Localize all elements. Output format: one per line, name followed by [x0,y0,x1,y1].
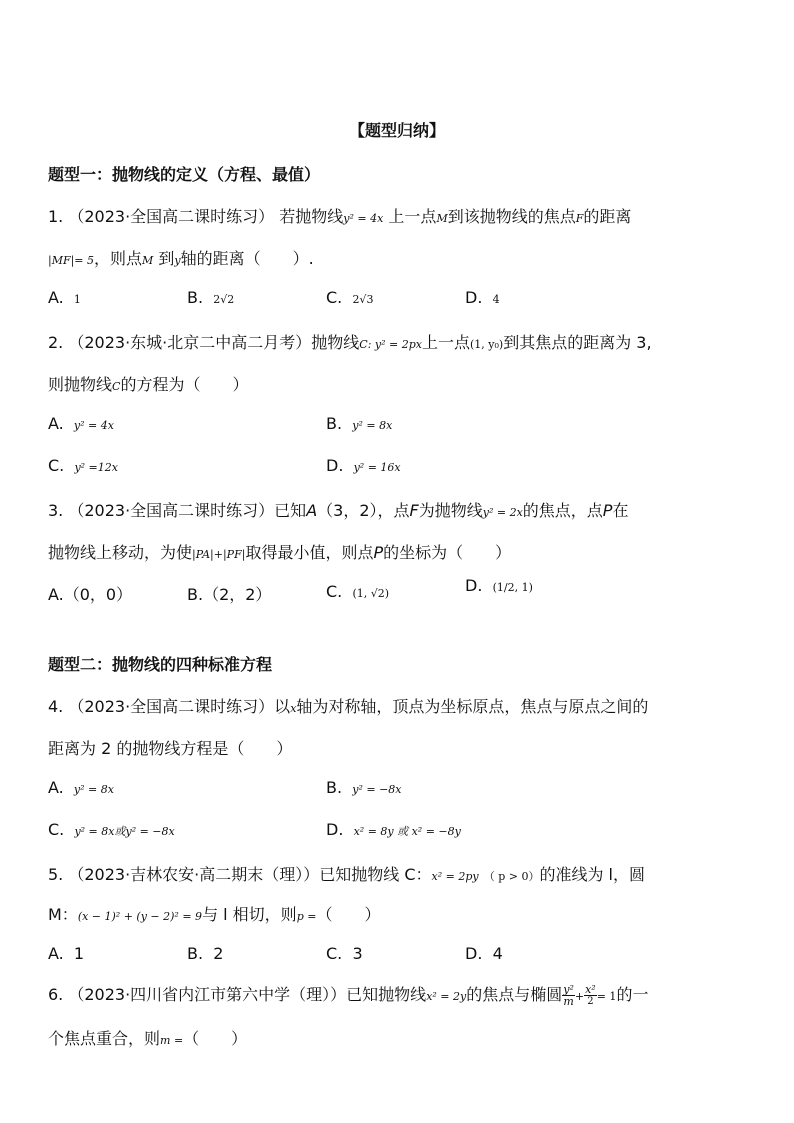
q3-option-d[interactable]: D. (1/2, 1) [465,576,533,595]
q1-option-a[interactable]: A. 1 [48,288,81,307]
question-6-line-1: 6. （2023·四川省内江市第六中学（理））已知抛物线x² = 2y的焦点与椭圆 $\frac{\text{y²}}{m}$ + $\frac{\text{x²}}{2}$ = 1的一 [48,983,649,1008]
q3-option-b[interactable]: B.（2，2） [187,585,272,604]
question-2-line-1: 2. （2023·东城·北京二中高二月考）抛物线C: y² = 2px上一点(1, y₀)到其焦点的距离为 3, [48,333,652,352]
question-4-line-1: 4. （2023·全国高二课时练习）以x轴为对称轴，顶点为坐标原点，焦点与原点之间的 [48,697,649,716]
page-title: 【题型归纳】 [348,121,445,140]
question-3-line-2: 抛物线上移动，为使|PA|+|PF|取得最小值，则点P的坐标为（ ） [48,543,512,562]
question-6-line-2: 个焦点重合，则m =（ ） [48,1029,248,1048]
question-2-line-2: 则抛物线C的方程为（ ） [48,375,249,394]
q3-option-a[interactable]: A.（0，0） [48,585,133,604]
q1-option-d[interactable]: D. 4 [465,288,500,307]
q5-option-b[interactable]: B. 2 [187,944,224,963]
q1-option-b[interactable]: B. 2√2 [187,288,235,307]
section-heading-2: 题型二：抛物线的四种标准方程 [48,655,273,674]
ellipse-fraction-2: $\frac{\text{x²}}{2}$ [585,983,596,1007]
q1-option-c[interactable]: C. 2√3 [326,288,374,307]
question-4-line-2: 距离为 2 的抛物线方程是（ ） [48,739,293,758]
q5-option-c[interactable]: C. 3 [326,944,363,963]
q2-option-d[interactable]: D. y² = 16x [326,456,401,475]
q5-option-d[interactable]: D. 4 [465,944,503,963]
q4-option-c[interactable]: C. y² = 8x或y² = −8x [48,820,175,839]
q4-option-d[interactable]: D. x² = 8y 或 x² = −8y [326,820,461,839]
q2-option-c[interactable]: C. y² =12x [48,456,118,475]
question-3-line-1: 3. （2023·全国高二课时练习）已知A（3，2），点F为抛物线y² = 2x的焦点，点P在 [48,501,629,520]
question-5-line-1: 5. （2023·吉林农安·高二期末（理））已知抛物线 C：x² = 2py （ p > 0）的准线为 l，圆 [48,865,645,884]
question-5-line-2: M：(x − 1)² + (y − 2)² = 9与 l 相切，则p =（ ） [48,905,381,924]
q3-option-c[interactable]: C. (1, √2) [326,582,390,601]
q4-option-b[interactable]: B. y² = −8x [326,778,402,797]
question-1-line-1: 1. （2023·全国高二课时练习） 若抛物线y² = 4x 上一点M到该抛物线的焦点F的距离 [48,207,632,226]
q5-option-a[interactable]: A. 1 [48,944,85,963]
q2-option-a[interactable]: A. y² = 4x [48,414,114,433]
section-heading-1: 题型一：抛物线的定义（方程、最值） [48,165,321,184]
ellipse-fraction-1: $\frac{\text{y²}}{m}$ [563,983,574,1008]
question-1-line-2: |MF|= 5，则点M 到y轴的距离（ ）. [48,249,314,268]
q4-option-a[interactable]: A. y² = 8x [48,778,114,797]
q2-option-b[interactable]: B. y² = 8x [326,414,393,433]
